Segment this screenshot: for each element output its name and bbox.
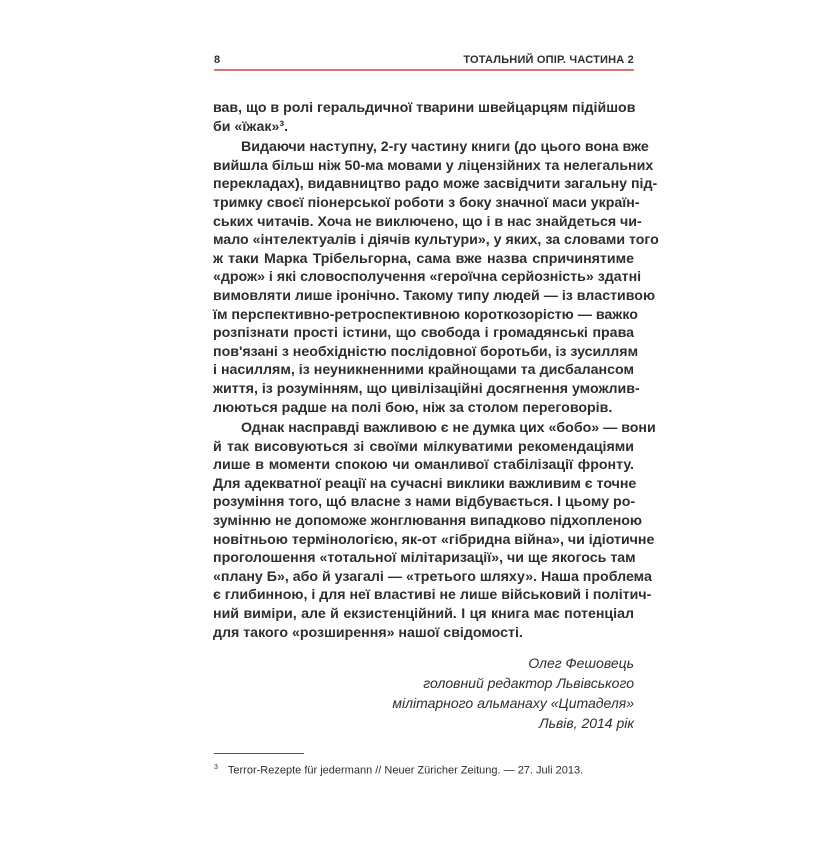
text-line: ж таки Марка Трібельгорна, сама вже назва спричинятиме xyxy=(213,250,634,267)
signature-block xyxy=(392,653,634,733)
text-line: ний виміри, але й екзистенційний. І ця книга має потенціал xyxy=(213,606,634,623)
text-line: Видаючи наступну, 2-гу частину книги (до цього вона вже xyxy=(241,139,649,156)
footnote-marker: 3 xyxy=(214,764,218,771)
text-line: ських читачів. Хоча не виключено, що і в нас знайдеться чи- xyxy=(213,213,642,230)
header-rule xyxy=(214,69,634,71)
text-line: розпізнати прості істини, що свобода і громадянські права xyxy=(213,325,634,342)
text-line: життя, із розумінням, що цивілізаційні досягнення уможлив- xyxy=(213,380,640,397)
text-line: «дрож» і які словосполучення «героїчна серйозність» здатні xyxy=(213,269,642,286)
signature-position: головний редактор Львівського xyxy=(423,675,634,691)
page-number: 8 xyxy=(214,54,221,66)
paragraph xyxy=(213,419,656,642)
running-header xyxy=(214,54,634,70)
text-line: тримку своєї піонерської роботи з боку значної маси україн- xyxy=(213,194,640,211)
text-line: лише в моменти спокою чи оманливої стабілізації фронту. xyxy=(213,457,634,474)
body-text xyxy=(213,99,659,642)
text-line: люються радше на полі бою, ніж за столом переговорів. xyxy=(213,399,613,416)
running-title: ТОТАЛЬНИЙ ОПІР. ЧАСТИНА 2 xyxy=(463,54,634,66)
footnote-text: Terror-Rezepte für jedermann // Neuer Züricher Zeitung. — 27. Juli 2013. xyxy=(227,764,584,777)
signature-name: Олег Фешовець xyxy=(528,655,634,671)
text-line: й так висовуються зі своїми мілкуватими рекомендаціями xyxy=(213,438,634,455)
text-line: би «їжак»³. xyxy=(213,118,289,135)
text-line: їм перспективно-ретроспективною короткозорістю — важко xyxy=(213,306,638,323)
text-line: зумінню не допоможе жонглювання випадково підхопленою xyxy=(213,513,643,530)
signature-place-date: Львів, 2014 рік xyxy=(538,715,634,731)
footnote-rule xyxy=(214,753,304,754)
text-line: Однак насправді важливою є не думка цих «бобо» — вони xyxy=(241,420,656,437)
text-line: вимовляти лише іронічно. Такому типу людей — із властивою xyxy=(213,287,656,304)
text-line: для такого «розширення» нашої свідомості. xyxy=(213,624,523,641)
text-line: розуміння того, щó власне з нами відбувається. І цьому ро- xyxy=(213,494,636,511)
text-line: новітньою термінологією, як-от «гібридна війна», чи ідіотичне xyxy=(213,531,655,548)
text-line: проголошення «тотальної мілітаризації», чи ще якогось там xyxy=(213,550,636,567)
text-line: мало «інтелектуалів і діячів культури», у яких, за словами того xyxy=(213,232,659,249)
text-line: пов'язані з необхідністю послідовної боротьби, із зусиллям xyxy=(213,343,639,360)
text-line: вав, що в ролі геральдичної тварини швейцарцям підійшов xyxy=(213,100,636,116)
footnote xyxy=(214,764,583,777)
paragraph xyxy=(213,138,659,417)
text-line: є глибинною, і для неї властиві не лише військовий і політич- xyxy=(213,587,652,604)
text-line: Для адекватної реації на сучасні виклики важливим є точне xyxy=(213,475,637,492)
text-line: і насиллям, із неуникненними крайнощами та дисбалансом xyxy=(213,362,634,379)
signature-organization: мілітарного альманаху «Цитаделя» xyxy=(392,695,634,711)
text-line: перекладах), видавництво радо може засвідчити загальну під- xyxy=(213,176,658,193)
paragraph xyxy=(213,99,634,136)
text-line: вийшла більш ніж 50-ма мовами у ліцензійних та нелегальних xyxy=(213,157,654,174)
text-line: «плану Б», або й узагалі — «третього шляху». Наша проблема xyxy=(213,568,652,585)
